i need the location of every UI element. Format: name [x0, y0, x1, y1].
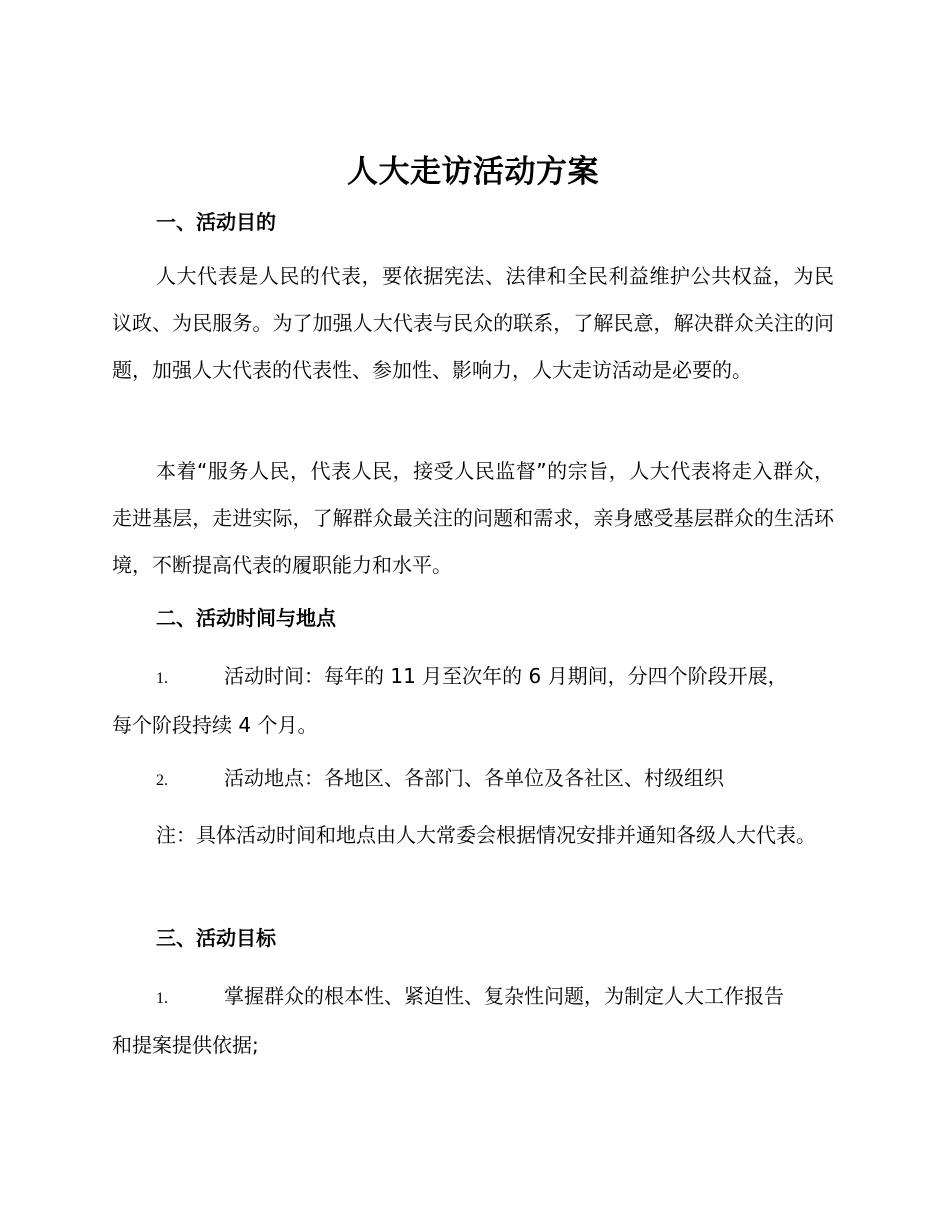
list-item-text: 活动地点：各地区、各部门、各单位及各社区、村级组织	[224, 766, 724, 790]
section-heading-time-place: 二、活动时间与地点	[156, 606, 336, 630]
list-item-place	[112, 755, 834, 804]
list-number: 1.	[156, 990, 168, 1007]
list-item-text: 掌握群众的根本性、紧迫性、复杂性问题，为制定人大工作报告	[224, 984, 784, 1008]
document-title: 人大走访活动方案	[347, 154, 599, 190]
list-item-continuation: 每个阶段持续 4 个月。	[112, 713, 318, 737]
list-item-time	[112, 653, 834, 749]
paragraph-text: 本着“服务人民，代表人民，接受人民监督”的宗旨，人大代表将走入群众，走进基层，走进实际，了解群众最关注的问题和需求，亲身感受基层群众的生活环境，不断提高代表的履职能力和水平。	[112, 459, 834, 577]
paragraph-purpose-2	[112, 448, 834, 589]
list-item-continuation: 和提案提供依据;	[112, 1033, 259, 1057]
list-number: 2.	[156, 772, 168, 789]
note-text: 注：具体活动时间和地点由人大常委会根据情况安排并通知各级人大代表。	[156, 823, 816, 847]
list-number: 1.	[156, 670, 168, 687]
section-heading-purpose: 一、活动目的	[156, 210, 276, 234]
list-item-text: 活动时间：每年的 11 月至次年的 6 月期间，分四个阶段开展，	[224, 664, 788, 688]
list-item-goal-1	[112, 973, 834, 1069]
paragraph-purpose-1	[112, 253, 834, 394]
note-paragraph	[112, 812, 834, 859]
paragraph-text: 人大代表是人民的代表，要依据宪法、法律和全民利益维护公共权益，为民议政、为民服务。为了加强人大代表与民众的联系，了解民意，解决群众关注的问题，加强人大代表的代表性、参加性、影响力，人大走访活动是必要的。	[112, 264, 834, 382]
section-heading-goals: 三、活动目标	[156, 926, 276, 950]
